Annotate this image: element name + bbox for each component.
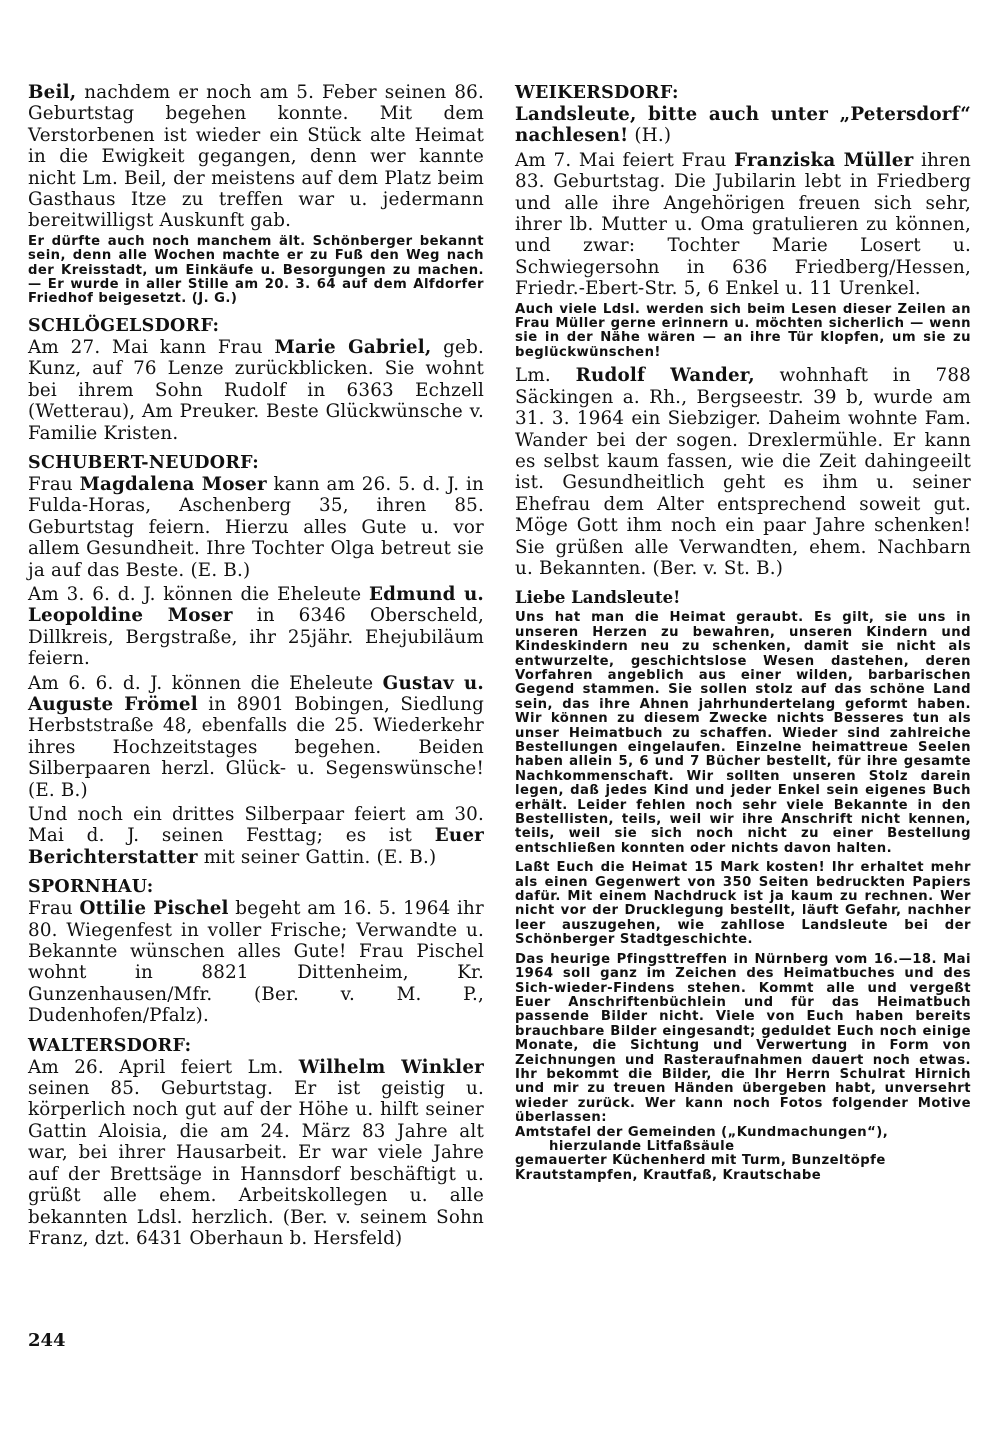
small-paragraph-kosten: Laßt Euch die Heimat 15 Mark kosten! Ihr erhaltet mehr als einen Gegenwert von 350 Seiten bedruckten Papiers dafür. Mit einem Nachdruck ist ja kaum zu rechnen. Wer nicht vor der Drucklegung bestellt, läuft Gefahr, nachher leer auszugehen, wie zahllose Landsleute bei der Schönberger Stadtgeschichte. [515,860,971,948]
paragraph-mueller [515,150,971,300]
text: Und noch ein drittes Silberpaar feiert am 30. Mai d. J. seinen Festtag; es ist [28,804,484,847]
text: kann am 26. 5. d. J. in Fulda-Horas, Aschenberg 35, ihren 85. Geburtstag feiern. Hierzu alles Gute u. vor allem Gesundheit. Ihre Tochter Olga betreut sie ja auf das Beste. (E. B.) [28,473,484,581]
heading-schubert-neudorf: SCHUBERT-NEUDORF: [28,452,260,473]
left-column [28,82,484,1252]
text: seinen 85. Geburtstag. Er ist geistig u. körperlich noch gut auf der Höhe u. hilft seiner Gattin Aloisia, die am 24. März 83 Jahre alt war, bei ihrer Hausarbeit. Er war viele Jahre auf der Brettsäge in Hannsdorf beschäftigt u. grüßt alle ehem. Arbeitskollegen u. alle bekannten Ldsl. herzlich. (Ber. v. seinem Sohn Franz, dzt. 6431 Oberhaun b. Hersfeld) [28,1078,484,1249]
bold-name: Franziska Müller [734,149,914,171]
bold-note: Landsleute, bitte auch unter „Petersdorf“ nachlesen! [515,104,971,147]
text: nachdem er noch am 5. Feber seinen 86. Geburtstag begehen konnte. Mit dem Verstorbenen ist wieder ein Stück alte Heimat in die Ewigkeit gegangen, denn wer kannte nicht Lm. Beil, der meistens auf dem Platz beim Gasthaus Itze zu treffen war u. jedermann bereitwilligst Auskunft gab. [28,82,484,232]
heading-spornhau: SPORNHAU: [28,877,154,898]
heading-liebe-landsleute: Liebe Landsleute! [515,588,681,608]
bold-name: Gustav u. Auguste Frömel [28,672,484,715]
text: Am 6. 6. d. J. können die Eheleute [28,672,383,694]
text: Frau [28,898,80,920]
small-paragraph-beil: Er dürfte auch noch manchem ält. Schönberger bekannt sein, denn alle Wochen machte er zu Fuß den Weg nach der Kreisstadt, um Einkäufe u. Besorgungen zu machen. — Er wurde in aller Stille am 20. 3. 64 auf dem Alfdorfer Friedhof beigesetzt. (J. G.) [28,233,484,307]
bold-name: Rudolf Wander, [575,365,755,387]
text: Am 27. Mai kann Frau [28,336,275,358]
text: Am 7. Mai feiert Frau [515,149,735,171]
bold-name: Marie Gabriel, [274,336,432,358]
text: Am 3. 6. d. J. können die Eheleute [28,583,370,605]
paragraph-froemel [28,673,484,801]
text: Am 26. April feiert Lm. [28,1056,299,1078]
bold-text: nichts davon halten. [730,840,893,856]
bold-name: Ottilie Pischel [79,898,229,920]
paragraph-edmund-moser [28,584,484,670]
motif-item: gemauerter Küchenherd mit Turm, Bunzeltöpfe [515,1153,886,1169]
heading-waltersdorf: WALTERSDORF: [28,1035,192,1056]
motif-item: Amtstafel der Gemeinden („Kundmachungen“), hierzulande Litfaßsäule [515,1124,889,1154]
bold-name: Edmund u. Leopoldine Moser [28,583,484,627]
paragraph-note-petersdorf [515,104,971,147]
small-paragraph-pfingsttreffen: Das heurige Pfingsttreffen in Nürnberg vom 16.—18. Mai 1964 soll ganz im Zeichen des Heimatbuches und des Sich-wieder-Findens stehen. Kommt alle und vergeßt Euer Anschriftenbüchlein und für das Heimatbuch passende Bilder nicht. Viele von Euch haben bereits brauchbare Bilder eingesandt; geduldet Euch noch einige Monate, die Sichtung und Verwertung in Form von Zeichnungen und Rasteraufnahmen dauert noch etwas. Ihr bekommt die Bilder, die Ihr Herrn Schulrat Hirnich und mir zu treuen Händen übergeben habt, unversehrt wieder zurück. Wer kann noch Fotos folgender Motive überlassen: [515,951,971,1126]
heading-weikersdorf: WEIKERSDORF: [515,83,679,103]
small-paragraph-mueller: Auch viele Ldsl. werden sich beim Lesen dieser Zeilen an Frau Müller gerne erinnern u. möchten sicherlich — wenn sie in der Nähe wären — an ihre Tür klopfen, um sie zu beglückwünschen! [515,301,971,360]
paragraph-gabriel [28,337,484,444]
bold-name: Beil, [28,82,77,103]
paragraph-berichterstatter [28,804,484,868]
paragraph-beil [28,82,484,232]
text: in 6346 Oberscheld, Dillkreis, Bergstraße, ihr 25jähr. Ehejubiläum feiern. [28,605,484,670]
right-column [515,82,971,1183]
paragraph-winkler [28,1057,484,1250]
text: geb. Kunz, auf 76 Lenze zurückblicken. Sie wohnt bei ihrem Sohn Rudolf in 6363 Echzell (Wetterau), Am Preuker. Beste Glückwünsche v. Familie Kristen. [28,336,484,444]
motif-item: Krautstampfen, Krautfaß, Krautschabe [515,1167,822,1183]
text: Uns hat man die Heimat geraubt. Es gilt, sie uns in unseren Herzen zu bewahren, unseren Kindern und Kindeskindern neu zu schenken, damit sie nicht als entwurzelte, geschichtslose Wesen dastehen, deren Vorfahren angeblich aus einer wilden, barbarischen Gegend stammen. Sie sollen stolz auf das schöne Land sein, das ihre Ahnen jahrhundertelang geformt haben. Wir können zu diesem Zwecke nichts Besseres tun als unser Heimatbuch zu schaffen. Wieder sind zahlreiche Bestellungen eingelaufen. Einzelne heimattreue Seelen haben allein 5, 6 und 7 Bücher bestellt, für ihre gesamte Nachkommenschaft. Wir sollten unseren Stolz darein legen, daß jedes Kind und jeder Enkel sein eigenes Buch erhält. Leider fehlen noch sehr viele Bekannte in den Bestellisten, teils, weil wir ihre Anschrift nicht kennen, teils, weil sie sich noch nicht zu einer Bestellung entschließen konnten oder [515,610,971,856]
text: wohnhaft in 788 Säckingen a. Rh., Bergseestr. 39 b, wurde am 31. 3. 1964 ein Siebziger. Daheim wohnte Fam. Wander bei der sogen. Drexlermühle. Er kann es selbst kaum fassen, wie die Zeit dahingeeilt ist. Gesundheitlich geht es ihm u. seiner Ehefrau dem Alter entsprechend soweit gut. Möge Gott ihm noch ein paar Jahre schenken! Sie grüßen alle Verwandten, ehem. Nachbarn u. Bekannten. (Ber. v. St. B.) [515,365,971,579]
text: Lm. [515,365,576,387]
paragraph-pischel [28,898,484,1026]
bold-name: Wilhelm Winkler [298,1056,484,1078]
heading-schloegelsdorf: SCHLÖGELSDORF: [28,315,220,336]
text: in 8901 Bobingen, Siedlung Herbststraße 48, ebenfalls die 25. Wiederkehr ihres Hochzeitstages begehen. Beiden Silberpaaren herzl. Glück- u. Segenswünsche! (E. B.) [28,693,484,801]
bold-name: Magdalena Moser [79,473,267,495]
text: ihren 83. Geburtstag. Die Jubilarin lebt in Friedberg und alle ihre Angehörigen freuen sich sehr, ihrer lb. Mutter u. Oma gratulieren zu können, und zwar: Tochter Marie Losert u. Schwiegersohn in 636 Friedberg/Hessen, Friedr.-Ebert-Str. 5, 6 Enkel u. 11 Urenkel. [515,149,971,300]
paragraph-wander [515,365,971,579]
bold-name: Euer Berichterstatter [28,825,484,868]
text: (H.) [628,125,672,147]
text: Frau [28,473,80,495]
page-number: 244 [28,1330,66,1351]
text: mit seiner Gattin. (E. B.) [197,846,437,868]
small-paragraph-heimat [515,611,971,856]
paragraph-magdalena-moser [28,474,484,581]
text: begeht am 16. 5. 1964 ihr 80. Wiegenfest in voller Frische; Verwandte u. Bekannte wünschen alles Gute! Frau Pischel wohnt in 8821 Dittenheim, Kr. Gunzenhausen/Mfr. (Ber. v. M. P., Dudenhofen/Pfalz). [28,898,484,1027]
